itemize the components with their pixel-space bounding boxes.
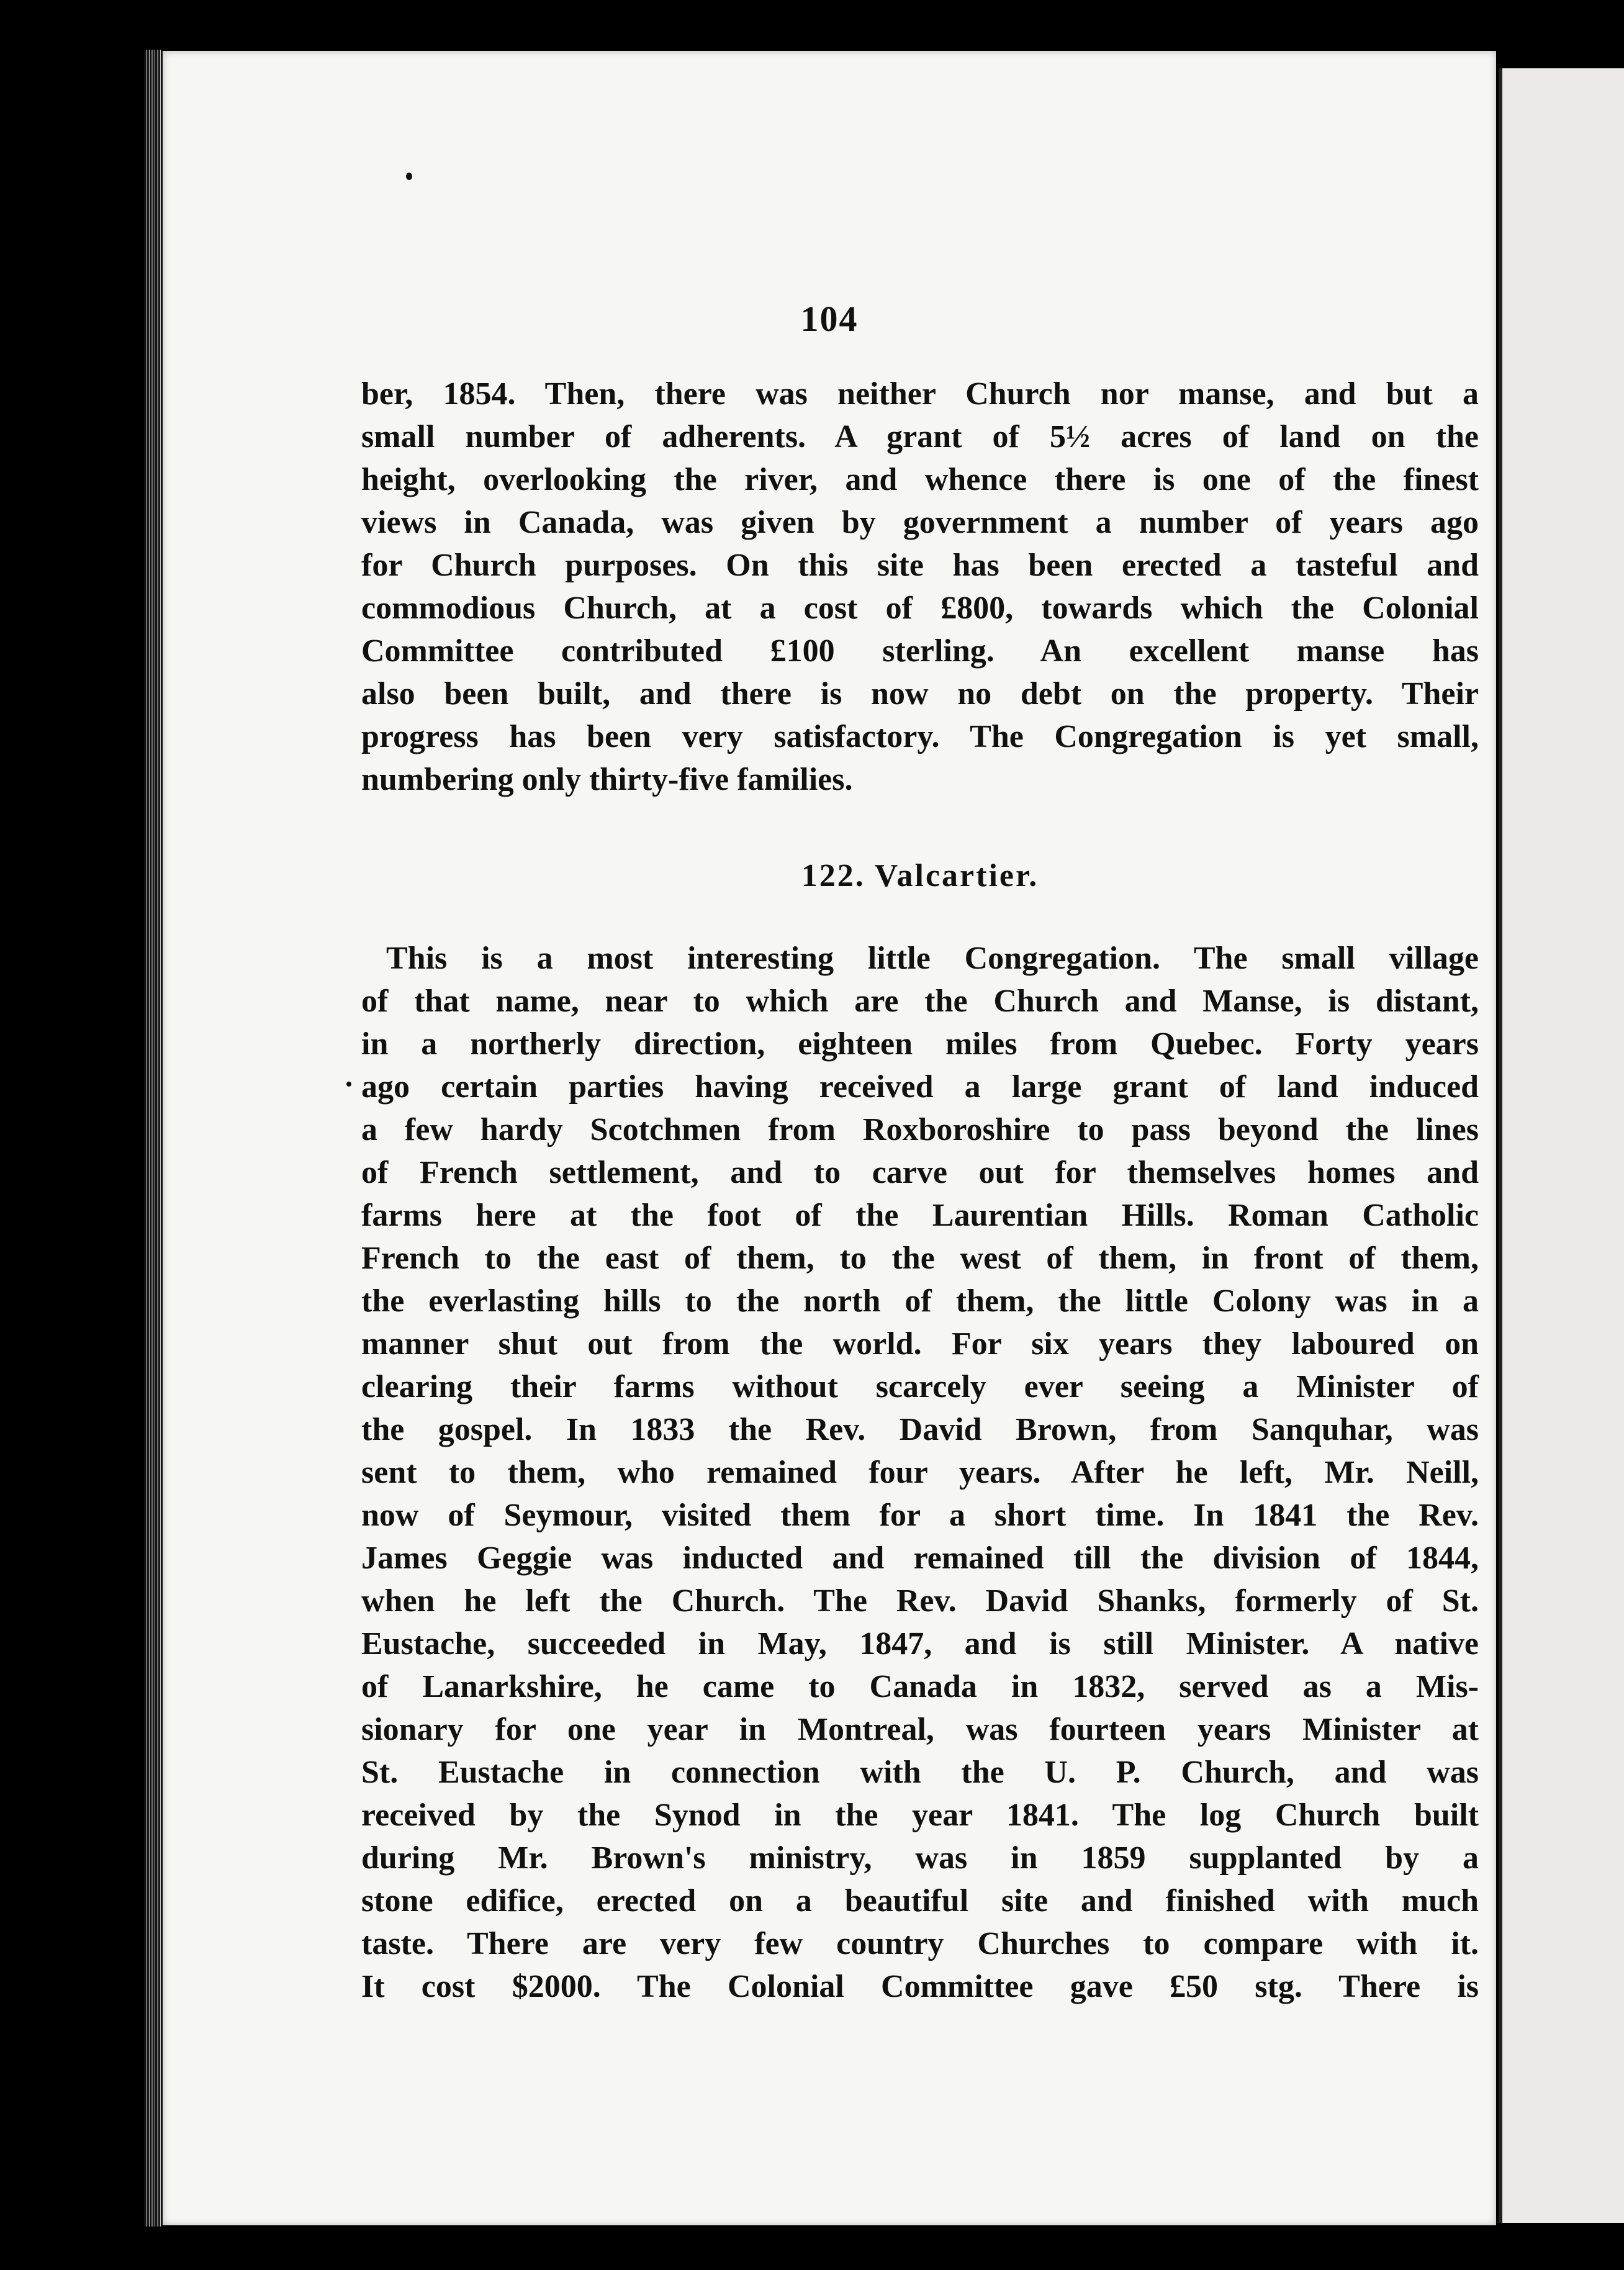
text-line: ago certain parties having received a large grant of land induced (361, 1069, 1479, 1105)
text-line: small number of adherents. A grant of 5½ acres of land on the (361, 419, 1479, 454)
page-binding-edge (144, 50, 163, 2227)
text-line: in a northerly direction, eighteen miles from Quebec. Forty years (361, 1026, 1479, 1062)
text-line: James Geggie was inducted and remained till the division of 1844, (361, 1540, 1479, 1576)
text-line: ber, 1854. Then, there was neither Church nor manse, and but a (361, 376, 1479, 412)
opening-paragraph (361, 373, 1479, 801)
book-page (163, 51, 1496, 2225)
text-line: the gospel. In 1833 the Rev. David Brown, from Sanquhar, was (361, 1412, 1479, 1447)
text-line: sent to them, who remained four years. After he left, Mr. Neill, (361, 1455, 1479, 1490)
text-line: Eustache, succeeded in May, 1847, and is still Minister. A native (361, 1626, 1479, 1662)
text-line: commodious Church, at a cost of £800, towards which the Colonial (361, 590, 1479, 626)
text-line: manner shut out from the world. For six years they laboured on (361, 1326, 1479, 1362)
section-paragraph (361, 937, 1479, 2008)
scan-speck (346, 1082, 351, 1087)
text-line: progress has been very satisfactory. The Congregation is yet small, (361, 719, 1479, 754)
text-line: of that name, near to which are the Church and Manse, is distant, (361, 984, 1479, 1019)
text-line: received by the Synod in the year 1841. The log Church built (361, 1797, 1479, 1833)
text-line: Committee contributed £100 sterling. An excellent manse has (361, 633, 1479, 669)
text-line: height, overlooking the river, and whence there is one of the finest (361, 462, 1479, 497)
text-line: sionary for one year in Montreal, was fourteen years Minister at (361, 1712, 1479, 1747)
text-line: stone edifice, erected on a beautiful site and finished with much (361, 1883, 1479, 1919)
text-line: during Mr. Brown's ministry, was in 1859 supplanted by a (361, 1840, 1479, 1876)
text-line: for Church purposes. On this site has been erected a tasteful and (361, 548, 1479, 583)
text-line: clearing their farms without scarcely ever seeing a Minister of (361, 1369, 1479, 1404)
text-line: numbering only thirty-five families. (361, 762, 853, 797)
text-line: a few hardy Scotchmen from Roxboroshire to pass beyond the lines (361, 1112, 1479, 1147)
scan-speck (406, 173, 412, 180)
text-line: of Lanarkshire, he came to Canada in 1832, served as a Mis- (361, 1669, 1479, 1704)
text-line: the everlasting hills to the north of them, the little Colony was in a (361, 1283, 1479, 1319)
text-line: also been built, and there is now no debt on the property. Their (361, 676, 1479, 712)
adjacent-page-edge (1499, 68, 1624, 2223)
page-text (361, 373, 1479, 2008)
text-line: farms here at the foot of the Laurentian Hills. Roman Catholic (361, 1198, 1479, 1233)
text-line: when he left the Church. The Rev. David Shanks, formerly of St. (361, 1583, 1479, 1619)
text-line: It cost $2000. The Colonial Committee gave £50 stg. There is (361, 1969, 1479, 2004)
text-line: views in Canada, was given by government a number of years ago (361, 505, 1479, 540)
text-line: St. Eustache in connection with the U. P. Church, and was (361, 1755, 1479, 1790)
text-line: now of Seymour, visited them for a short time. In 1841 the Rev. (361, 1498, 1479, 1533)
section-heading: 122. Valcartier. (801, 858, 1039, 893)
text-line: taste. There are very few country Churches to compare with it. (361, 1926, 1479, 1961)
text-line: French to the east of them, to the west of them, in front of them, (361, 1241, 1479, 1276)
text-line: of French settlement, and to carve out for themselves homes and (361, 1155, 1479, 1190)
page-number: 104 (800, 299, 859, 339)
text-line: This is a most interesting little Congregation. The small village (386, 941, 1479, 976)
